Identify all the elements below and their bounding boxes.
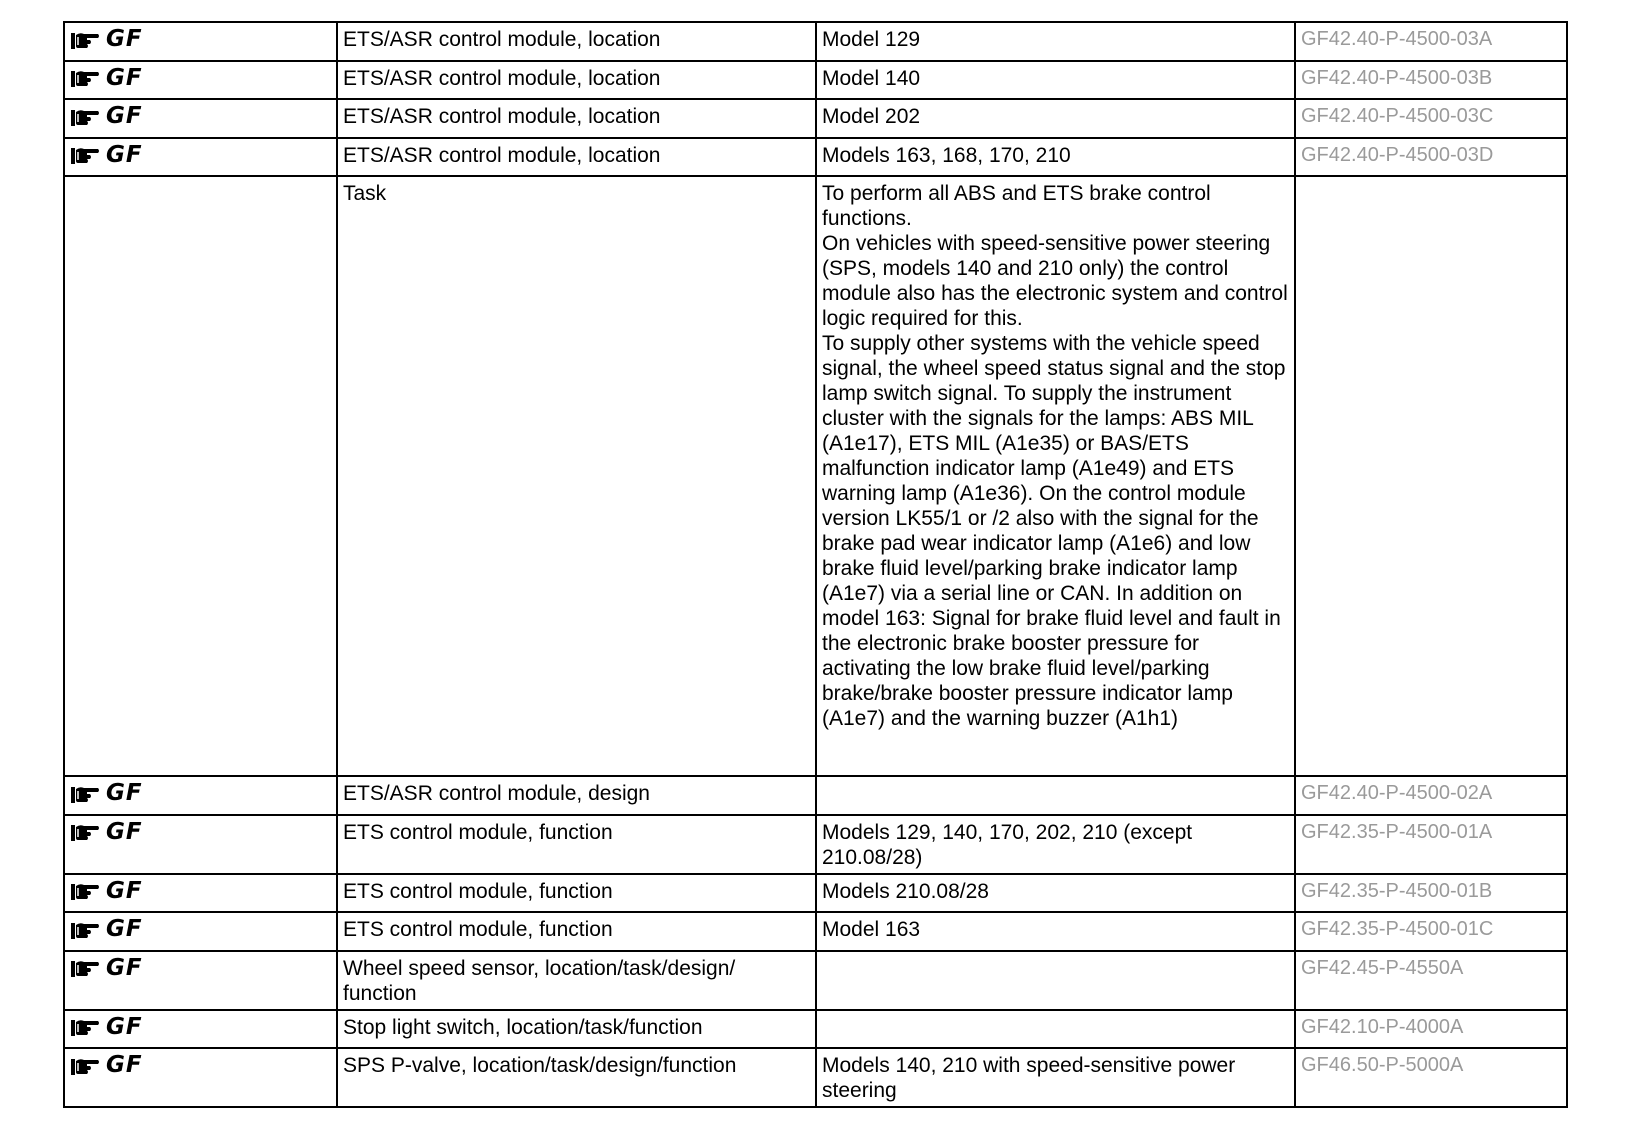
pointing-hand-icon <box>70 957 100 979</box>
table-row <box>64 99 1567 138</box>
gf-label: GF <box>106 141 143 168</box>
gf-label: GF <box>106 818 143 845</box>
reference-link[interactable]: GF42.40-P-4500-03B <box>1295 61 1567 100</box>
marker-cell[interactable] <box>64 61 337 100</box>
pointing-hand-icon <box>70 144 100 166</box>
gf-link[interactable] <box>70 1015 143 1040</box>
scope-cell: Models 163, 168, 170, 210 <box>816 138 1295 177</box>
gf-label: GF <box>106 916 143 942</box>
scope-cell <box>816 776 1295 815</box>
gf-link[interactable] <box>70 66 143 91</box>
topic-cell: ETS/ASR control module, design <box>337 776 816 815</box>
reference-link[interactable]: GF46.50-P-5000A <box>1295 1048 1567 1107</box>
topic-cell: ETS/ASR control module, location <box>337 99 816 138</box>
gf-link[interactable] <box>70 143 143 168</box>
table-row <box>64 815 1567 874</box>
topic-cell: ETS control module, function <box>337 815 816 874</box>
pointing-hand-icon <box>70 1016 100 1038</box>
table-row <box>64 61 1567 100</box>
table-row-task <box>64 176 1567 776</box>
task-description <box>816 176 1295 776</box>
gf-label: GF <box>106 26 143 52</box>
scope-cell <box>816 951 1295 1010</box>
table-row <box>64 776 1567 815</box>
pointing-hand-icon <box>70 821 100 843</box>
task-paragraph: To supply other systems with the vehicle speed signal, the wheel speed status signal and the stop lamp switch signal. To supply the instrument cluster with the signals for the lamps: ABS MIL (A1e17), ETS MIL (A1e35) or BAS/ETS malfunction indicator lamp (A1e49) and ETS warning lamp (A1e36). On the control module version LK55/1 or /2 also with the signal for the brake pad wear indicator lamp (A1e6) and low brake fluid level/parking brake indicator lamp (A1e7) via a serial line or CAN. In addition on model 163: Signal for brake fluid level and fault in the electronic brake booster pressure for activating the low brake fluid level/parking brake/brake booster pressure indicator lamp (A1e7) and the warning buzzer (A1h1) <box>822 332 1286 730</box>
topic-cell: ETS control module, function <box>337 912 816 951</box>
gf-label: GF <box>106 954 143 981</box>
scope-cell: Models 210.08/28 <box>816 874 1295 913</box>
reference-table <box>63 21 1568 1108</box>
pointing-hand-icon <box>70 106 100 128</box>
table-row <box>64 138 1567 177</box>
marker-cell[interactable] <box>64 776 337 815</box>
pointing-hand-icon <box>70 919 100 941</box>
scope-cell: Models 129, 140, 170, 202, 210 (except 210.08/28) <box>816 815 1295 874</box>
topic-cell: ETS/ASR control module, location <box>337 61 816 100</box>
pointing-hand-icon <box>70 67 100 89</box>
task-paragraph: On vehicles with speed-sensitive power steering (SPS, models 140 and 210 only) the control module also has the electronic system and control logic required for this. <box>822 232 1288 330</box>
table-row <box>64 912 1567 951</box>
gf-link[interactable] <box>70 917 143 942</box>
pointing-hand-icon <box>70 29 100 51</box>
table-row <box>64 22 1567 61</box>
marker-cell[interactable] <box>64 1048 337 1107</box>
marker-cell[interactable] <box>64 138 337 177</box>
task-paragraph: To perform all ABS and ETS brake control functions. <box>822 182 1211 230</box>
scope-cell <box>816 1010 1295 1049</box>
marker-cell[interactable] <box>64 22 337 61</box>
marker-cell[interactable] <box>64 874 337 913</box>
reference-link[interactable]: GF42.40-P-4500-03C <box>1295 99 1567 138</box>
gf-label: GF <box>106 877 143 904</box>
scope-cell: Model 163 <box>816 912 1295 951</box>
topic-cell: Stop light switch, location/task/function <box>337 1010 816 1049</box>
reference-link[interactable]: GF42.35-P-4500-01A <box>1295 815 1567 874</box>
gf-link[interactable] <box>70 781 143 806</box>
table-row <box>64 1048 1567 1107</box>
gf-label: GF <box>106 103 143 129</box>
reference-link[interactable]: GF42.40-P-4500-03D <box>1295 138 1567 177</box>
scope-cell: Model 202 <box>816 99 1295 138</box>
marker-cell[interactable] <box>64 951 337 1010</box>
gf-link[interactable] <box>70 1053 143 1078</box>
gf-label: GF <box>106 1052 143 1078</box>
gf-link[interactable] <box>70 879 143 904</box>
topic-cell: Task <box>337 176 816 776</box>
gf-label: GF <box>106 780 143 806</box>
table-row <box>64 874 1567 913</box>
marker-cell[interactable] <box>64 912 337 951</box>
table-row <box>64 951 1567 1010</box>
scope-cell: Model 140 <box>816 61 1295 100</box>
pointing-hand-icon <box>70 1055 100 1077</box>
empty-cell <box>1295 176 1567 776</box>
pointing-hand-icon <box>70 880 100 902</box>
reference-link[interactable]: GF42.40-P-4500-02A <box>1295 776 1567 815</box>
gf-label: GF <box>106 64 143 91</box>
table-row <box>64 1010 1567 1049</box>
reference-link[interactable]: GF42.40-P-4500-03A <box>1295 22 1567 61</box>
reference-link[interactable]: GF42.35-P-4500-01C <box>1295 912 1567 951</box>
topic-cell: SPS P-valve, location/task/design/function <box>337 1048 816 1107</box>
marker-cell[interactable] <box>64 815 337 874</box>
scope-cell: Models 140, 210 with speed-sensitive power steering <box>816 1048 1295 1107</box>
pointing-hand-icon <box>70 783 100 805</box>
reference-link[interactable]: GF42.35-P-4500-01B <box>1295 874 1567 913</box>
scope-cell: Model 129 <box>816 22 1295 61</box>
gf-link[interactable] <box>70 27 143 52</box>
gf-link[interactable] <box>70 956 143 981</box>
topic-cell: ETS control module, function <box>337 874 816 913</box>
gf-link[interactable] <box>70 820 143 845</box>
reference-link[interactable]: GF42.10-P-4000A <box>1295 1010 1567 1049</box>
empty-cell <box>64 176 337 776</box>
topic-cell: ETS/ASR control module, location <box>337 138 816 177</box>
reference-link[interactable]: GF42.45-P-4550A <box>1295 951 1567 1010</box>
topic-cell: ETS/ASR control module, location <box>337 22 816 61</box>
topic-cell: Wheel speed sensor, location/task/design/ function <box>337 951 816 1010</box>
marker-cell[interactable] <box>64 99 337 138</box>
gf-label: GF <box>106 1013 143 1040</box>
marker-cell[interactable] <box>64 1010 337 1049</box>
gf-link[interactable] <box>70 104 143 129</box>
